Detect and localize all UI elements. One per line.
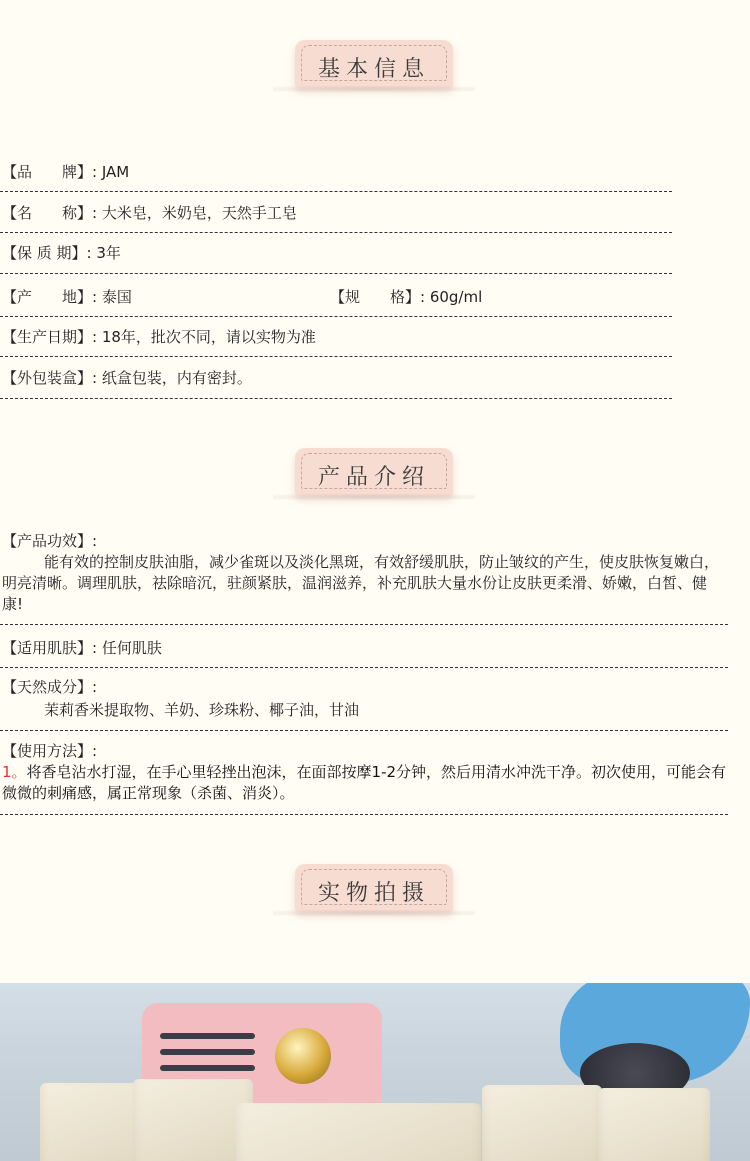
usage-label: 【使用方法】: <box>2 742 98 760</box>
info-name: 【名 称】: 大米皂，米奶皂，天然手工皂 <box>2 204 297 222</box>
tag-shadow <box>273 86 475 92</box>
soap-bar <box>236 1103 481 1161</box>
usage-block <box>2 741 728 804</box>
usage-text-line <box>2 762 728 804</box>
divider <box>0 232 672 233</box>
ingredients-block <box>2 677 728 721</box>
section-title-real-photos: 实物拍摄 <box>317 881 430 906</box>
tag-shadow <box>273 910 475 916</box>
divider <box>0 398 672 399</box>
section-tag-basic-info <box>295 40 453 90</box>
divider <box>0 667 728 668</box>
radio-stripe <box>160 1033 255 1039</box>
info-shelf-life: 【保 质 期】: 3年 <box>2 244 121 262</box>
gold-knob <box>275 1028 331 1084</box>
effect-block <box>2 531 728 615</box>
effect-text: 能有效的控制皮肤油脂，减少雀斑以及淡化黑斑，有效舒缓肌肤，防止皱纹的产生，使皮肤恢复嫩白，明亮清晰。调理肌肤，祛除暗沉，驻颜紧肤，温润滋养，补充肌肤大量水份让皮肤更柔滑、娇嫩，白皙、健康! <box>2 553 720 613</box>
section-title-product-intro: 产品介绍 <box>317 465 430 490</box>
divider <box>0 316 672 317</box>
usage-text: 将香皂沾水打湿，在手心里轻挫出泡沫，在面部按摩1-2分钟，然后用清水冲洗干净。初次使用，可能会有微微的刺痛感，属正常现象（杀菌、消炎）。 <box>2 763 727 802</box>
effect-label: 【产品功效】: <box>2 532 98 550</box>
info-origin: 【产 地】: 泰国 <box>2 288 132 306</box>
soap-bar <box>598 1088 710 1161</box>
info-brand: 【品 牌】: JAM <box>2 163 130 181</box>
divider <box>0 356 672 357</box>
divider <box>0 191 672 192</box>
usage-step-number: 1。 <box>2 763 27 781</box>
divider <box>0 730 728 731</box>
radio-stripe <box>160 1049 255 1055</box>
ingredients-label: 【天然成分】: <box>2 678 98 696</box>
ingredients-text: 茉莉香米提取物、羊奶、珍珠粉、椰子油，甘油 <box>44 701 360 719</box>
section-tag-product-intro <box>295 448 453 498</box>
soap-bar <box>133 1079 253 1161</box>
divider <box>0 273 672 274</box>
divider <box>0 814 728 815</box>
divider <box>0 624 728 625</box>
info-spec: 【规 格】: 60g/ml <box>330 288 483 306</box>
skin-type: 【适用肌肤】: 任何肌肤 <box>2 639 162 657</box>
section-tag-real-photos <box>295 864 453 914</box>
tag-shadow <box>273 494 475 500</box>
section-title-basic-info: 基本信息 <box>317 57 430 82</box>
info-production-date: 【生产日期】: 18年，批次不同，请以实物为准 <box>2 328 316 346</box>
product-photo <box>0 983 750 1161</box>
radio-stripe <box>160 1065 255 1071</box>
info-packaging: 【外包装盒】: 纸盒包装，内有密封。 <box>2 369 252 387</box>
soap-bar <box>482 1085 602 1161</box>
